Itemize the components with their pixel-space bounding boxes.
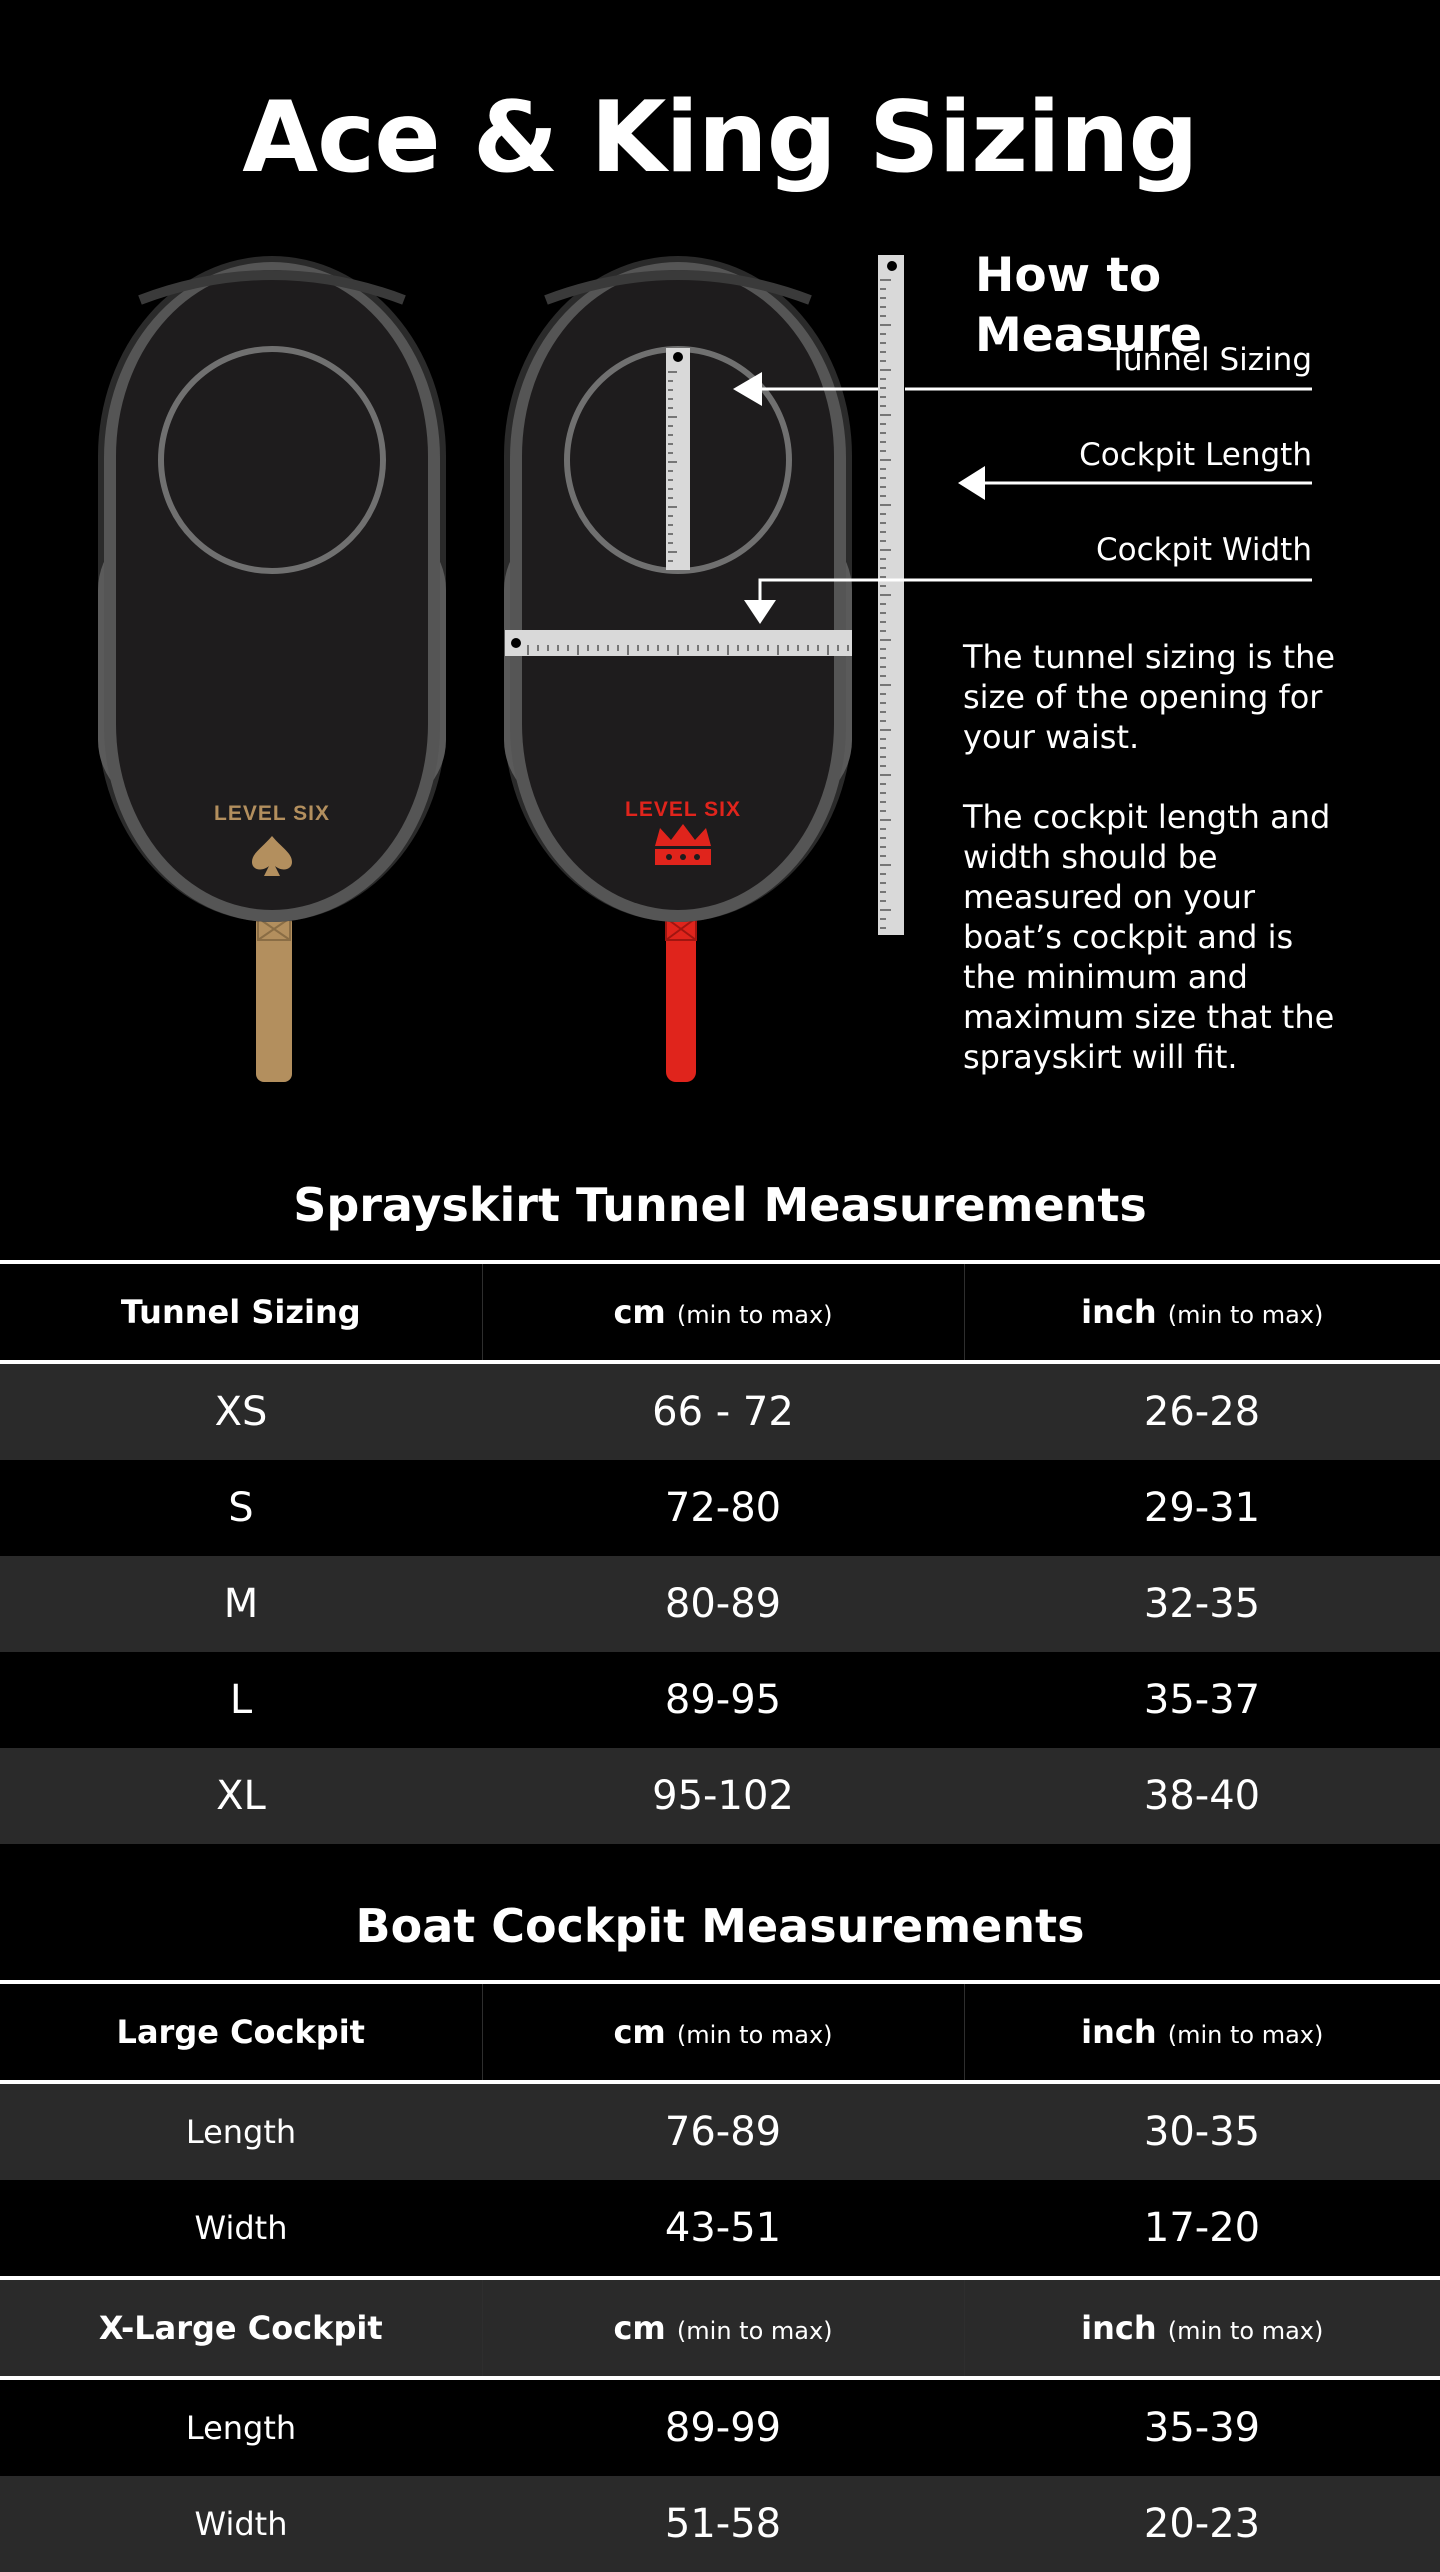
king-brand-label: LEVEL SIX [625,798,741,821]
cockpit-table-title: Boat Cockpit Measurements [355,1899,1085,1953]
cockpit-length-label: Cockpit Length [1079,437,1312,473]
cm-cell: 80-89 [482,1556,964,1652]
cm-cell: 66 - 72 [482,1362,964,1460]
size-cell: L [0,1652,482,1748]
inch-cell: 38-40 [964,1748,1440,1844]
table-row [0,2378,1440,2476]
inch-cell: 30-35 [964,2082,1440,2180]
large-cockpit-header-row [0,1982,1440,2082]
cockpit-description: The cockpit length and width should be measured on your boat’s cockpit and is the minimum and maximum size that the sprayskirt will fit. [963,798,1335,1076]
inch-cell: 20-23 [964,2476,1440,2572]
cm-cell: 95-102 [482,1748,964,1844]
table-row [0,1652,1440,1748]
tunnel-table-title: Sprayskirt Tunnel Measurements [293,1178,1147,1232]
header-inch: inch (min to max) [964,1982,1440,2082]
table-row [0,1362,1440,1460]
king-sprayskirt [504,256,852,1082]
cm-cell: 76-89 [482,2082,964,2180]
inch-cell: 32-35 [964,1556,1440,1652]
size-cell: XS [0,1362,482,1460]
size-cell: M [0,1556,482,1652]
width-ruler [505,630,852,656]
inch-cell: 26-28 [964,1362,1440,1460]
inch-cell: 29-31 [964,1460,1440,1556]
header-large-cockpit: Large Cockpit [0,1982,482,2082]
header-inch: inch (min to max) [964,1262,1440,1362]
tunnel-description: The tunnel sizing is the size of the opening for your waist. [963,638,1336,756]
page-title: Ace & King Sizing [242,81,1198,195]
size-cell: S [0,1460,482,1556]
dimension-cell: Width [0,2180,482,2278]
header-x-large-cockpit: X-Large Cockpit [0,2278,482,2378]
cm-cell: 89-95 [482,1652,964,1748]
tunnel-ruler [666,348,690,570]
dimension-cell: Width [0,2476,482,2572]
cockpit-width-label: Cockpit Width [1096,532,1312,568]
header-tunnel-sizing: Tunnel Sizing [0,1262,482,1362]
inch-cell: 35-39 [964,2378,1440,2476]
cm-cell: 43-51 [482,2180,964,2278]
dimension-cell: Length [0,2082,482,2180]
inch-cell: 17-20 [964,2180,1440,2278]
cm-cell: 51-58 [482,2476,964,2572]
ace-sprayskirt [98,256,446,1082]
tunnel-measurements-table [0,1260,1440,1844]
table-row [0,2180,1440,2278]
header-cm: cm (min to max) [482,1262,964,1362]
header-inch: inch (min to max) [964,2278,1440,2378]
ace-brand-label: LEVEL SIX [214,802,330,825]
table-header-row [0,1262,1440,1362]
table-row [0,1748,1440,1844]
dimension-cell: Length [0,2378,482,2476]
inch-cell: 35-37 [964,1652,1440,1748]
header-cm: cm (min to max) [482,1982,964,2082]
table-row [0,2082,1440,2180]
how-to-measure-title: How to Measure [975,248,1202,363]
cm-cell: 89-99 [482,2378,964,2476]
arrow-left-icon [958,466,985,500]
table-row [0,1556,1440,1652]
cm-cell: 72-80 [482,1460,964,1556]
header-cm: cm (min to max) [482,2278,964,2378]
table-row [0,1460,1440,1556]
cockpit-measurements-table [0,1980,1440,2572]
tunnel-sizing-label: Tunnel Sizing [1108,342,1312,378]
x-large-cockpit-header-row [0,2278,1440,2378]
length-ruler [878,255,904,935]
table-row [0,2476,1440,2572]
size-cell: XL [0,1748,482,1844]
